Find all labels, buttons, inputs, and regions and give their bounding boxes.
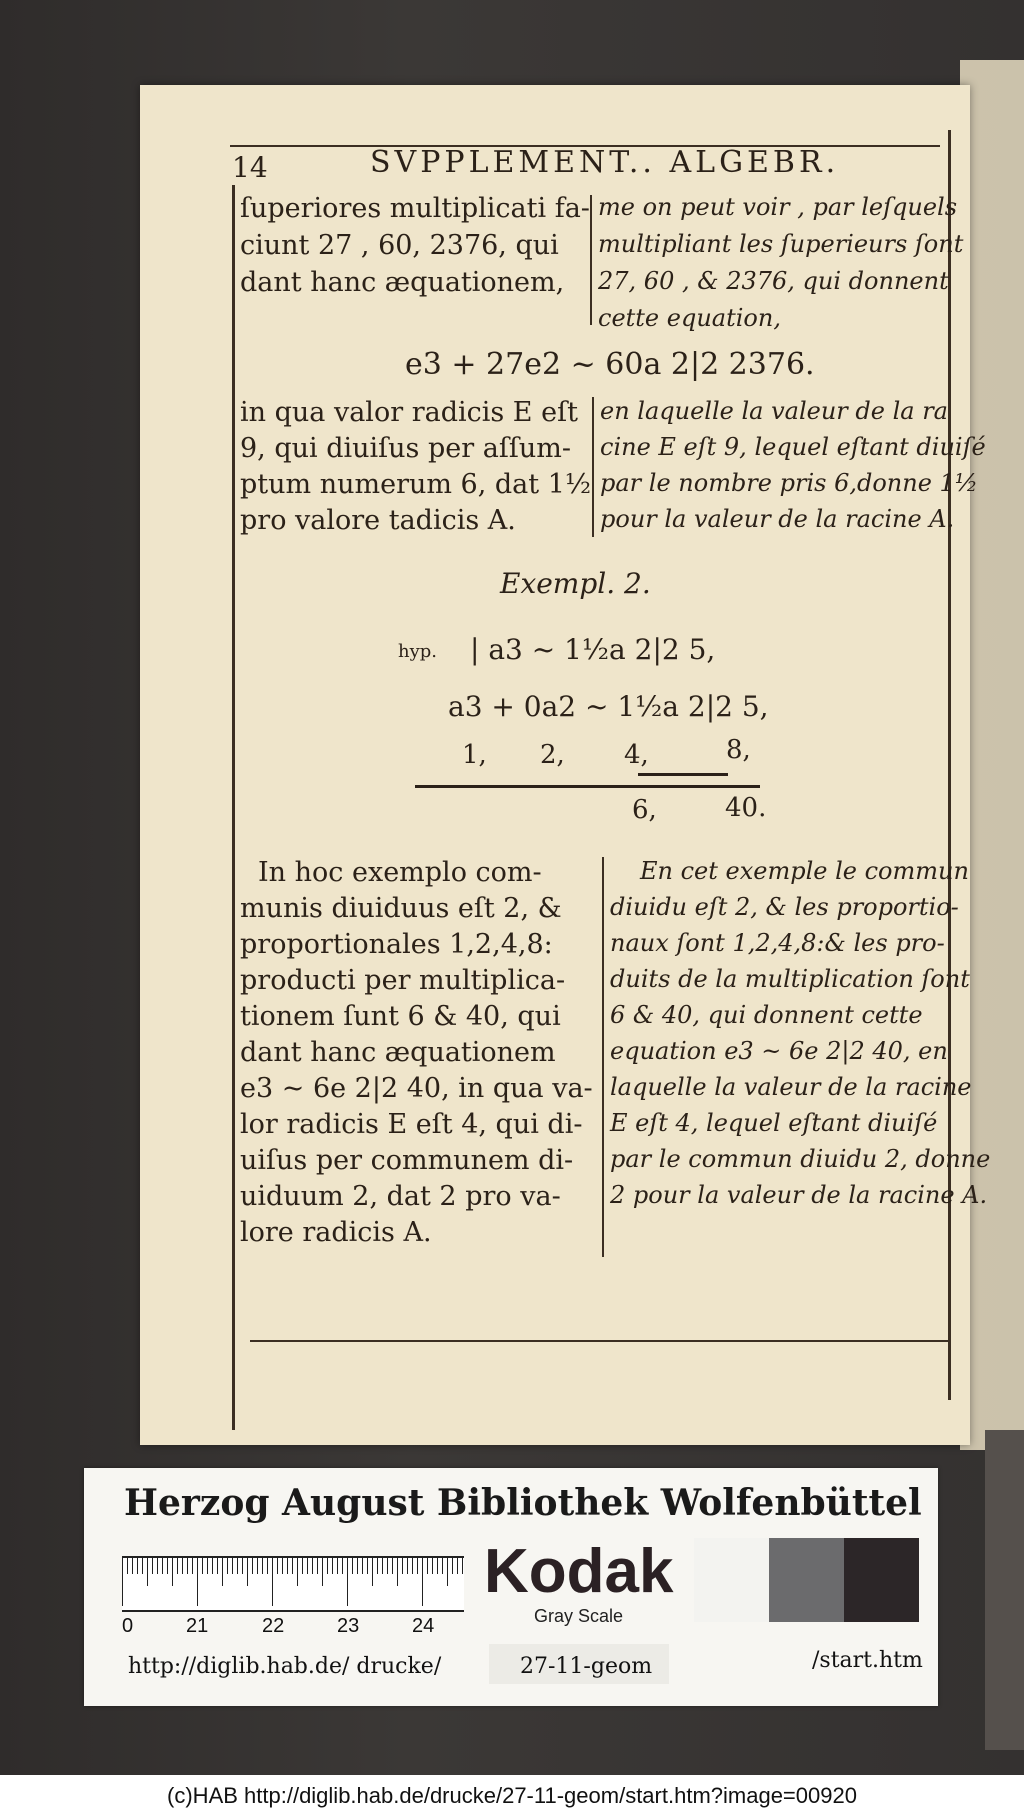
- ruler-tick: [172, 1558, 173, 1586]
- ruler-label: 0: [122, 1615, 134, 1637]
- latin-line: pro valore tadicis A.: [240, 505, 516, 536]
- ruler-tick: [397, 1558, 398, 1586]
- ruler-tick: [387, 1558, 388, 1574]
- french-line: 2 pour la valeur de la racine A.: [610, 1181, 988, 1209]
- frame-left-rule: [232, 185, 235, 1430]
- ruler-tick: [182, 1558, 183, 1574]
- french-line: naux ſont 1,2,4,8:& les pro-: [610, 929, 945, 957]
- ruler-tick: [392, 1558, 393, 1574]
- french-line: me on peut voir , par leſquels: [598, 193, 958, 221]
- latin-line: uiduum 2, dat 2 pro va-: [240, 1181, 561, 1212]
- french-line: E eſt 4, lequel eſtant diuiſé: [610, 1109, 938, 1137]
- ruler-tick: [152, 1558, 153, 1574]
- ruler-tick: [122, 1558, 123, 1606]
- latin-line: dant hanc æquationem,: [240, 267, 565, 298]
- footer-credit: (c)HAB http://diglib.hab.de/drucke/27-11-geom/start.htm?image=00920: [167, 1783, 857, 1808]
- french-line: cette equation,: [598, 304, 781, 332]
- ruler-tick: [197, 1558, 198, 1606]
- running-head: SVPPLEMENT.. ALGEBR.: [370, 145, 840, 180]
- ruler-tick: [257, 1558, 258, 1574]
- gray-scale-label: Gray Scale: [534, 1606, 624, 1626]
- latin-line: uiſus per communem di-: [240, 1145, 574, 1176]
- french-line: laquelle la valeur de la racine: [610, 1073, 972, 1101]
- column-divider: [602, 857, 604, 1257]
- latin-line: producti per multiplica-: [240, 965, 566, 996]
- ruler-tick: [252, 1558, 253, 1574]
- french-line: par le commun diuidu 2, donne: [610, 1145, 991, 1173]
- proportional-value: 1,: [462, 740, 487, 770]
- ruler-tick: [177, 1558, 178, 1574]
- ruler-tick: [437, 1558, 438, 1574]
- ruler-tick: [192, 1558, 193, 1574]
- equation: e3 + 27e2 ~ 60a 2|2 2376.: [405, 347, 815, 382]
- latin-line: munis diuiduus eſt 2, &: [240, 893, 562, 924]
- ruler-tick: [137, 1558, 138, 1574]
- ruler-tick: [277, 1558, 278, 1574]
- ruler-tick: [157, 1558, 158, 1574]
- ruler-tick: [447, 1558, 448, 1586]
- ruler-tick: [167, 1558, 168, 1574]
- french-line: multipliant les ſuperieurs ſont: [598, 230, 964, 258]
- column-divider: [590, 195, 592, 325]
- proportional-value: 4,: [624, 740, 649, 770]
- underline-rule: [415, 785, 760, 788]
- ruler-tick: [227, 1558, 228, 1574]
- product-value: 6,: [632, 795, 657, 825]
- ruler-label: 21: [186, 1615, 209, 1637]
- ruler-tick: [307, 1558, 308, 1574]
- french-line: equation e3 ~ 6e 2|2 40, en: [610, 1037, 948, 1065]
- ruler-tick: [362, 1558, 363, 1574]
- equation-hyp: | a3 ~ 1½a 2|2 5,: [470, 633, 716, 666]
- adjacent-page-shadow: [985, 1430, 1024, 1750]
- footer-bar: [0, 1775, 1024, 1815]
- ruler-tick: [332, 1558, 333, 1574]
- latin-line: In hoc exemplo com-: [258, 857, 542, 888]
- latin-line: tionem ſunt 6 & 40, qui: [240, 1001, 561, 1032]
- french-line: duits de la multiplication ſont: [610, 965, 970, 993]
- proportional-value: 2,: [540, 740, 565, 770]
- underline-rule: [638, 773, 728, 776]
- gray-swatch-mid: [769, 1538, 844, 1622]
- ruler-tick: [247, 1558, 248, 1586]
- url-right: /start.htm: [812, 1648, 923, 1673]
- ruler-tick: [327, 1558, 328, 1574]
- ruler-tick: [232, 1558, 233, 1574]
- ruler-tick: [287, 1558, 288, 1574]
- ruler-tick: [207, 1558, 208, 1574]
- latin-line: lor radicis E eſt 4, qui di-: [240, 1109, 583, 1140]
- french-line: 27, 60 , & 2376, qui donnent: [598, 267, 949, 295]
- product-value: 40.: [725, 793, 767, 823]
- ruler-tick: [267, 1558, 268, 1574]
- ruler-tick: [202, 1558, 203, 1574]
- french-line: en laquelle la valeur de la ra: [600, 397, 948, 425]
- ruler-tick: [347, 1558, 348, 1606]
- ruler-tick: [292, 1558, 293, 1574]
- french-line: cine E eſt 9, lequel eſtant diuiſé: [600, 433, 986, 461]
- ruler-tick: [262, 1558, 263, 1574]
- ruler-tick: [442, 1558, 443, 1574]
- ruler-tick: [147, 1558, 148, 1586]
- french-line: diuidu eſt 2, & les proportio-: [610, 893, 959, 921]
- hyp-label: hyp.: [398, 641, 438, 662]
- gray-swatch-light: [694, 1538, 769, 1622]
- url-left: http://diglib.hab.de/ drucke/: [128, 1654, 442, 1679]
- ruler-tick: [132, 1558, 133, 1574]
- frame-right-rule: [948, 130, 951, 1400]
- frame-bottom-rule: [250, 1340, 950, 1342]
- ruler-label: 22: [262, 1615, 285, 1637]
- page-number: 14: [232, 151, 268, 184]
- latin-line: in qua valor radicis E eſt: [240, 397, 578, 428]
- latin-line: e3 ~ 6e 2|2 40, in qua va-: [240, 1073, 593, 1104]
- ruler-tick: [127, 1558, 128, 1574]
- proportional-value: 8,: [726, 735, 751, 765]
- example-heading: Exempl. 2.: [500, 567, 651, 600]
- latin-line: ſuperiores multiplicati fa-: [240, 193, 590, 224]
- latin-line: proportionales 1,2,4,8:: [240, 929, 553, 960]
- url-identifier: 27-11-geom: [520, 1654, 653, 1679]
- ruler-scale: [122, 1556, 464, 1612]
- latin-line: dant hanc æquationem: [240, 1037, 556, 1068]
- ruler-tick: [357, 1558, 358, 1574]
- latin-line: lore radicis A.: [240, 1217, 432, 1248]
- french-line: 6 & 40, qui donnent cette: [610, 1001, 923, 1029]
- ruler-tick: [352, 1558, 353, 1574]
- ruler-tick: [382, 1558, 383, 1574]
- ruler-tick: [317, 1558, 318, 1574]
- french-line: En cet exemple le commun: [640, 857, 969, 885]
- latin-line: ptum numerum 6, dat 1½: [240, 469, 592, 500]
- ruler-tick: [237, 1558, 238, 1574]
- ruler-tick: [297, 1558, 298, 1586]
- column-divider: [592, 397, 594, 537]
- ruler-tick: [457, 1558, 458, 1574]
- gray-swatch-dark: [844, 1538, 919, 1622]
- ruler-tick: [162, 1558, 163, 1574]
- ruler-tick: [322, 1558, 323, 1586]
- ruler-tick: [142, 1558, 143, 1574]
- equation-second: a3 + 0a2 ~ 1½a 2|2 5,: [448, 690, 769, 723]
- ruler-tick: [272, 1558, 273, 1606]
- latin-line: 9, qui diuiſus per aſſum-: [240, 433, 571, 464]
- latin-line: ciunt 27 , 60, 2376, qui: [240, 230, 559, 261]
- ruler-tick: [402, 1558, 403, 1574]
- ruler-tick: [302, 1558, 303, 1574]
- ruler-tick: [372, 1558, 373, 1586]
- ruler-tick: [282, 1558, 283, 1574]
- ruler-tick: [212, 1558, 213, 1574]
- library-name: Herzog August Bibliothek Wolfenbüttel: [124, 1482, 922, 1524]
- calibration-card: [84, 1468, 938, 1706]
- ruler-tick: [337, 1558, 338, 1574]
- ruler-tick: [217, 1558, 218, 1574]
- ruler-tick: [432, 1558, 433, 1574]
- ruler-tick: [312, 1558, 313, 1574]
- ruler-tick: [222, 1558, 223, 1586]
- ruler-tick: [422, 1558, 423, 1606]
- ruler-tick: [342, 1558, 343, 1574]
- ruler-tick: [427, 1558, 428, 1574]
- book-page: [140, 85, 991, 1445]
- ruler-tick: [407, 1558, 408, 1574]
- ruler-label: 24: [412, 1615, 435, 1637]
- ruler-tick: [462, 1558, 463, 1574]
- ruler-label: 23: [337, 1615, 360, 1637]
- ruler-tick: [417, 1558, 418, 1574]
- french-line: par le nombre pris 6,donne 1½: [600, 469, 979, 497]
- ruler-tick: [367, 1558, 368, 1574]
- ruler-tick: [242, 1558, 243, 1574]
- french-line: pour la valeur de la racine A.: [600, 505, 955, 533]
- kodak-logo: Kodak: [484, 1537, 674, 1606]
- ruler-tick: [452, 1558, 453, 1574]
- ruler-tick: [377, 1558, 378, 1574]
- ruler-tick: [187, 1558, 188, 1574]
- ruler-tick: [412, 1558, 413, 1574]
